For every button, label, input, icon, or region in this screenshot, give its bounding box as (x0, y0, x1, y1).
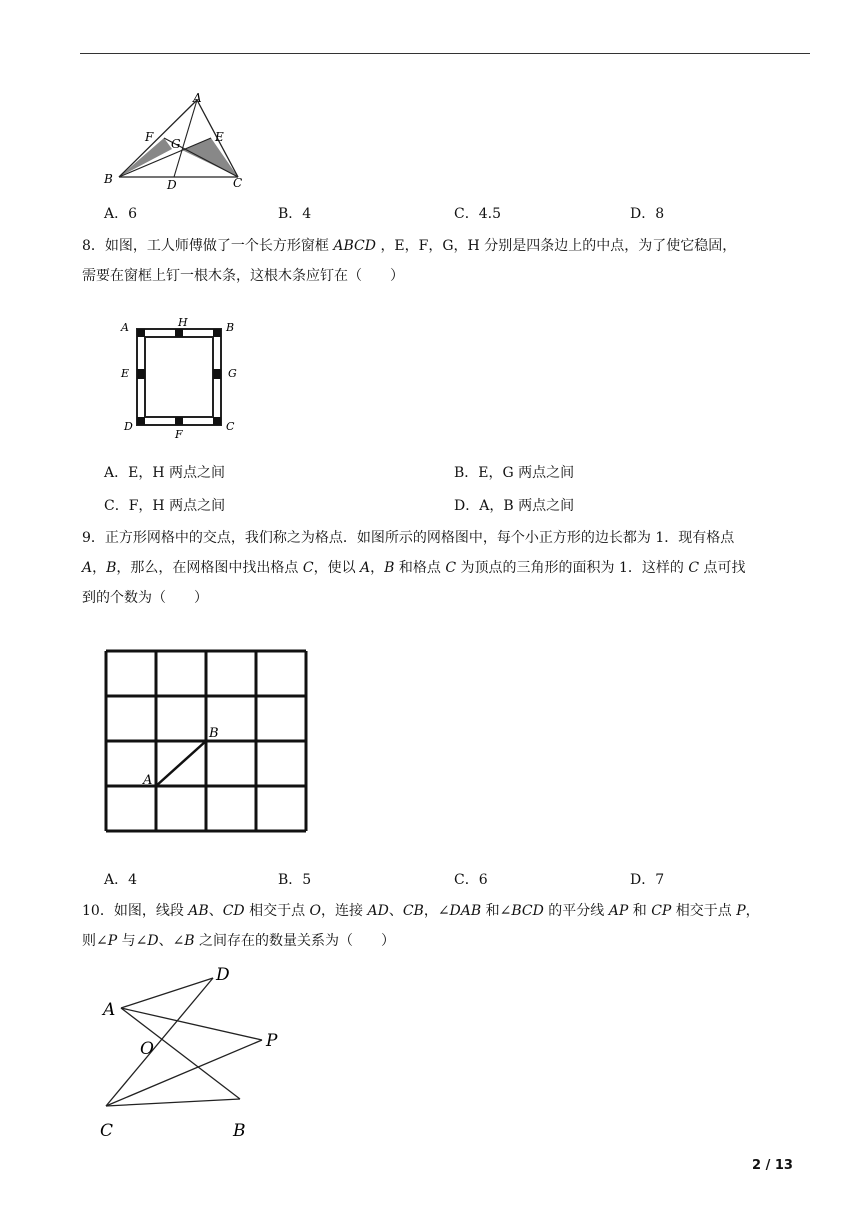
q9-label-a: A (143, 773, 153, 788)
q8-option-c[interactable]: C．F，H 两点之间 (104, 498, 226, 514)
q9-text: 点可找 (699, 560, 746, 576)
q9-option-a[interactable]: A．4 (104, 872, 138, 888)
q8-label-f: F (175, 428, 183, 440)
q10-var: AP (608, 903, 629, 919)
q9-option-c[interactable]: C．6 (454, 872, 488, 888)
q10-text: 如图，线段 (113, 903, 189, 919)
q10-var: P (736, 903, 746, 919)
q10-label-a: A (103, 1000, 116, 1020)
header-rule (80, 53, 810, 54)
q8-option-b[interactable]: B．E，G 两点之间 (454, 465, 575, 481)
q7-label-e: E (215, 130, 224, 144)
q9-var: B (106, 560, 117, 576)
q7-triangle-figure (100, 88, 260, 193)
q10-text: ， (423, 903, 438, 919)
q10-text: 之间存在的数量关系为（ ） (194, 933, 396, 949)
q10-var: ∠DAB (437, 903, 482, 919)
q8-question (82, 231, 812, 291)
q10-var: ∠B (172, 933, 195, 949)
q8-label-e: E (121, 367, 130, 380)
q10-text: 则 (82, 933, 96, 949)
q10-number: 10． (82, 903, 114, 919)
q7-option-b[interactable]: B．4 (278, 206, 312, 222)
q9-var: C (445, 560, 457, 576)
q10-text: 的平分线 (543, 903, 609, 919)
q8-window-frame-figure (116, 316, 246, 440)
q10-var: ∠BCD (499, 903, 544, 919)
q8-text: 如图，工人师傅做了一个长方形窗框 (104, 238, 329, 254)
q9-text: ， (92, 560, 107, 576)
q7-option-a[interactable]: A．6 (104, 206, 138, 222)
q10-text: 、 (208, 903, 223, 919)
q8-label-b: B (226, 321, 235, 334)
q8-label-h: H (178, 316, 188, 329)
q9-number: 9． (82, 530, 105, 546)
q10-text: ， (745, 903, 760, 919)
q9-var: C (688, 560, 700, 576)
q9-text: 和格点 (394, 560, 441, 576)
q9-text: ，那么，在网格图中找出格点 (116, 560, 299, 576)
q10-var: AD (367, 903, 389, 919)
q10-var: O (309, 903, 322, 919)
q8-label-a: A (121, 321, 129, 334)
q9-option-d[interactable]: D．7 (630, 872, 665, 888)
q10-text: ，连接 (321, 903, 368, 919)
q10-text: 、 (388, 903, 403, 919)
q9-grid-figure (100, 645, 312, 835)
q10-question (82, 896, 812, 956)
q8-label-g: G (228, 367, 237, 380)
q10-var: ∠P (96, 933, 118, 949)
q8-text-3: 需要在窗框上钉一根木条，这根木条应钉在（ ） (82, 268, 404, 284)
q8-number: 8． (82, 238, 105, 254)
q8-label-d: D (124, 420, 133, 433)
q7-shaded-right (182, 138, 238, 177)
q10-var: AB (188, 903, 209, 919)
q8-option-a[interactable]: A．E，H 两点之间 (104, 465, 225, 481)
q9-var: B (384, 560, 395, 576)
q7-label-g: G (171, 137, 181, 151)
q10-text: 与 (117, 933, 136, 949)
q9-text: ， (370, 560, 385, 576)
q9-text-1: 正方形网格中的交点，我们称之为格点．如图所示的网格图中，每个小正方形的边长都为 1．现有格点 (104, 530, 735, 546)
q9-text: 为顶点的三角形的面积为 1．这样的 (456, 560, 684, 576)
q10-text: 和 (628, 903, 652, 919)
q7-label-f: F (145, 130, 154, 144)
q10-var: CP (651, 903, 672, 919)
q10-label-p: P (266, 1031, 278, 1051)
q10-label-o: O (140, 1039, 154, 1059)
q10-var: CB (402, 903, 424, 919)
q10-text: 、 (158, 933, 173, 949)
q10-angle-figure (96, 962, 296, 1144)
q8-var: ABCD (333, 238, 376, 254)
q9-var: A (360, 560, 371, 576)
q8-option-d[interactable]: D．A，B 两点之间 (454, 498, 575, 514)
q7-label-a: A (193, 91, 202, 105)
q10-var: ∠D (135, 933, 159, 949)
q9-question (82, 523, 812, 613)
q10-text: 相交于点 (671, 903, 737, 919)
q7-label-b: B (104, 172, 113, 186)
q8-text-2: ，E，F，G，H 分别是四条边上的中点，为了使它稳固， (380, 238, 737, 254)
q9-var: A (82, 560, 93, 576)
q10-label-b: B (233, 1121, 246, 1141)
page-number: 2 / 13 (752, 1158, 793, 1173)
q9-text: ，使以 (313, 560, 356, 576)
q9-option-b[interactable]: B．5 (278, 872, 312, 888)
q9-text-3: 到的个数为（ ） (82, 590, 208, 606)
q8-label-c: C (226, 420, 235, 433)
q10-var: CD (222, 903, 245, 919)
q7-label-c: C (233, 176, 243, 190)
q10-label-d: D (216, 965, 230, 985)
q7-option-c[interactable]: C．4.5 (454, 206, 501, 222)
q7-label-d: D (167, 178, 177, 192)
q9-segment-ab (156, 741, 206, 786)
q9-var: C (302, 560, 314, 576)
q10-text: 和 (481, 903, 500, 919)
q10-text: 相交于点 (244, 903, 310, 919)
q7-option-d[interactable]: D．8 (630, 206, 665, 222)
q10-label-c: C (100, 1121, 114, 1141)
q9-label-b: B (209, 726, 219, 741)
